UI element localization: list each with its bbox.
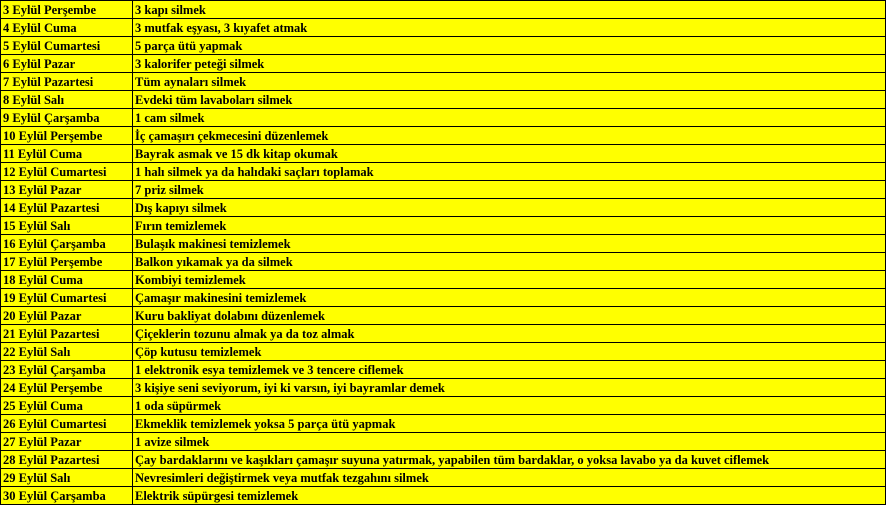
task-cell: 3 kişiye seni seviyorum, iyi ki varsın, iyi bayramlar demek xyxy=(133,379,886,397)
date-cell: 8 Eylül Salı xyxy=(1,91,133,109)
task-cell: İç çamaşırı çekmecesini düzenlemek xyxy=(133,127,886,145)
table-row xyxy=(1,271,886,289)
table-row xyxy=(1,451,886,469)
task-cell: 1 avize silmek xyxy=(133,433,886,451)
table-row xyxy=(1,415,886,433)
date-cell: 19 Eylül Cumartesi xyxy=(1,289,133,307)
task-cell: Tüm aynaları silmek xyxy=(133,73,886,91)
task-cell: Balkon yıkamak ya da silmek xyxy=(133,253,886,271)
table-row xyxy=(1,469,886,487)
date-cell: 26 Eylül Cumartesi xyxy=(1,415,133,433)
task-cell: Elektrik süpürgesi temizlemek xyxy=(133,487,886,505)
task-cell: 5 parça ütü yapmak xyxy=(133,37,886,55)
task-cell: Çiçeklerin tozunu almak ya da toz almak xyxy=(133,325,886,343)
table-row xyxy=(1,73,886,91)
table-row xyxy=(1,253,886,271)
table-row xyxy=(1,55,886,73)
date-cell: 17 Eylül Perşembe xyxy=(1,253,133,271)
table-row xyxy=(1,343,886,361)
date-cell: 3 Eylül Perşembe xyxy=(1,1,133,19)
table-row xyxy=(1,217,886,235)
table-row xyxy=(1,109,886,127)
table-row xyxy=(1,361,886,379)
task-cell: 7 priz silmek xyxy=(133,181,886,199)
date-cell: 18 Eylül Cuma xyxy=(1,271,133,289)
task-cell: Ekmeklik temizlemek yoksa 5 parça ütü yapmak xyxy=(133,415,886,433)
date-cell: 30 Eylül Çarşamba xyxy=(1,487,133,505)
date-cell: 29 Eylül Salı xyxy=(1,469,133,487)
task-cell: Çamaşır makinesini temizlemek xyxy=(133,289,886,307)
task-cell: 1 elektronik esya temizlemek ve 3 tencere ciflemek xyxy=(133,361,886,379)
date-cell: 5 Eylül Cumartesi xyxy=(1,37,133,55)
table-row xyxy=(1,1,886,19)
task-cell: 3 mutfak eşyası, 3 kıyafet atmak xyxy=(133,19,886,37)
table-row xyxy=(1,37,886,55)
date-cell: 10 Eylül Perşembe xyxy=(1,127,133,145)
task-cell: Nevresimleri değiştirmek veya mutfak tezgahını silmek xyxy=(133,469,886,487)
task-cell: 1 halı silmek ya da halıdaki saçları toplamak xyxy=(133,163,886,181)
task-cell: Kombiyi temizlemek xyxy=(133,271,886,289)
task-cell: 1 oda süpürmek xyxy=(133,397,886,415)
task-cell: Fırın temizlemek xyxy=(133,217,886,235)
date-cell: 4 Eylül Cuma xyxy=(1,19,133,37)
date-cell: 20 Eylül Pazar xyxy=(1,307,133,325)
task-cell: 1 cam silmek xyxy=(133,109,886,127)
table-row xyxy=(1,433,886,451)
table-row xyxy=(1,307,886,325)
date-cell: 7 Eylül Pazartesi xyxy=(1,73,133,91)
date-cell: 15 Eylül Salı xyxy=(1,217,133,235)
task-cell: 3 kalorifer peteği silmek xyxy=(133,55,886,73)
task-cell: Dış kapıyı silmek xyxy=(133,199,886,217)
table-row xyxy=(1,163,886,181)
table-row xyxy=(1,19,886,37)
date-cell: 25 Eylül Cuma xyxy=(1,397,133,415)
table-row xyxy=(1,181,886,199)
date-cell: 24 Eylül Perşembe xyxy=(1,379,133,397)
task-cell: Bulaşık makinesi temizlemek xyxy=(133,235,886,253)
task-cell: Çay bardaklarını ve kaşıkları çamaşır suyuna yatırmak, yapabilen tüm bardaklar, o yoksa lavabo ya da kuvet ciflemek xyxy=(133,451,886,469)
date-cell: 23 Eylül Çarşamba xyxy=(1,361,133,379)
schedule-table-body xyxy=(1,1,886,505)
task-cell: Kuru bakliyat dolabını düzenlemek xyxy=(133,307,886,325)
date-cell: 21 Eylül Pazartesi xyxy=(1,325,133,343)
task-cell: Evdeki tüm lavaboları silmek xyxy=(133,91,886,109)
table-row xyxy=(1,325,886,343)
date-cell: 13 Eylül Pazar xyxy=(1,181,133,199)
table-row xyxy=(1,235,886,253)
date-cell: 11 Eylül Cuma xyxy=(1,145,133,163)
table-row xyxy=(1,127,886,145)
date-cell: 12 Eylül Cumartesi xyxy=(1,163,133,181)
date-cell: 22 Eylül Salı xyxy=(1,343,133,361)
table-row xyxy=(1,145,886,163)
table-row xyxy=(1,379,886,397)
date-cell: 16 Eylül Çarşamba xyxy=(1,235,133,253)
date-cell: 9 Eylül Çarşamba xyxy=(1,109,133,127)
table-row xyxy=(1,91,886,109)
table-row xyxy=(1,289,886,307)
date-cell: 27 Eylül Pazar xyxy=(1,433,133,451)
date-cell: 6 Eylül Pazar xyxy=(1,55,133,73)
task-cell: Bayrak asmak ve 15 dk kitap okumak xyxy=(133,145,886,163)
table-row xyxy=(1,199,886,217)
table-row xyxy=(1,397,886,415)
task-cell: Çöp kutusu temizlemek xyxy=(133,343,886,361)
date-cell: 28 Eylül Pazartesi xyxy=(1,451,133,469)
task-cell: 3 kapı silmek xyxy=(133,1,886,19)
date-cell: 14 Eylül Pazartesi xyxy=(1,199,133,217)
